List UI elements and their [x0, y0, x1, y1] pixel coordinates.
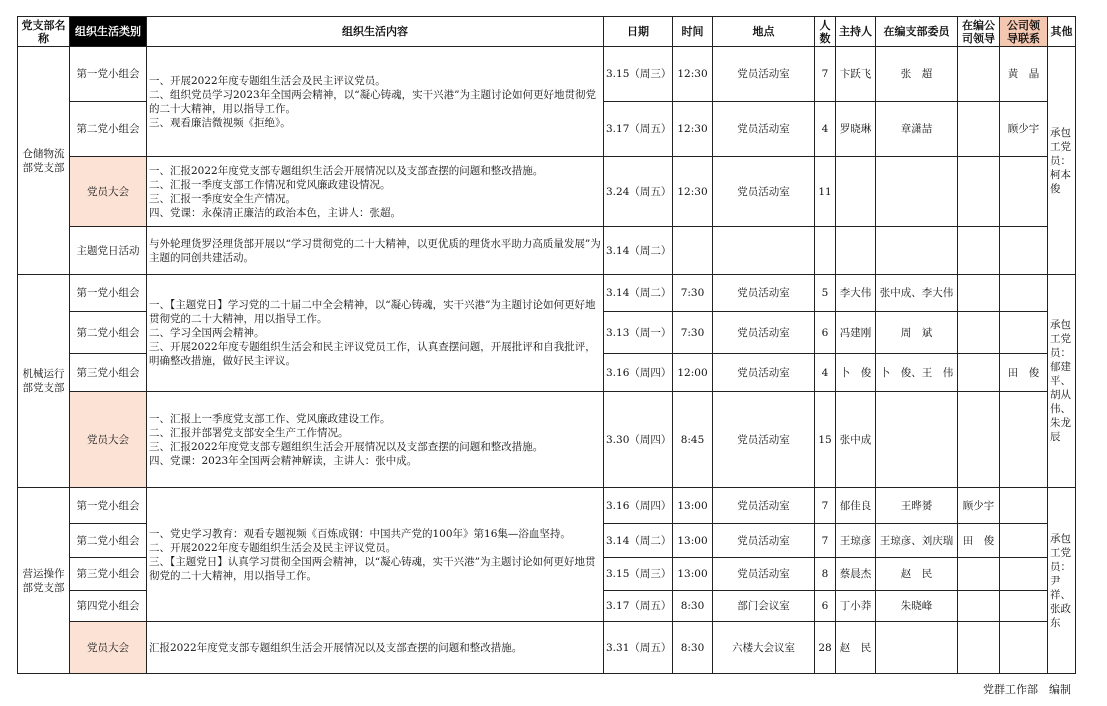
count-cell: 6	[815, 591, 836, 622]
company-leader-cell	[958, 558, 1000, 591]
header-count: 人数	[815, 17, 836, 47]
host-cell	[836, 157, 876, 227]
content-line: 三、【主题党日】认真学习贯彻全国两会精神，以“凝心铸魂，实干兴港”为主题讨论如何更好地贯彻党的二十大精神，用以指导工作。	[149, 555, 596, 582]
host-cell: 罗晓琳	[836, 102, 876, 157]
host-cell: 冯建刚	[836, 312, 876, 354]
count-cell: 4	[815, 354, 836, 392]
company-leader-cell	[958, 622, 1000, 674]
host-cell: 张中成	[836, 392, 876, 488]
count-cell: 7	[815, 488, 836, 524]
committee-cell: 周 斌	[876, 312, 958, 354]
liaison-cell: 田 俊	[1000, 354, 1048, 392]
time-cell: 8:30	[673, 591, 713, 622]
date-cell: 3.13（周一）	[604, 312, 673, 354]
place-cell: 党员活动室	[713, 275, 815, 312]
place-cell: 党员活动室	[713, 392, 815, 488]
header-liaison: 公司领导联系	[1000, 17, 1048, 47]
header-time: 时间	[673, 17, 713, 47]
liaison-cell	[1000, 275, 1048, 312]
category-cell: 第一党小组会	[70, 47, 147, 102]
count-cell: 8	[815, 558, 836, 591]
content-cell	[147, 47, 604, 157]
committee-cell: 王晔赟	[876, 488, 958, 524]
company-leader-cell	[958, 47, 1000, 102]
host-cell: 赵 民	[836, 622, 876, 674]
content-line: 二、组织党员学习2023年全国两会精神，以“凝心铸魂，实干兴港”为主题讨论如何更好地贯彻党的二十大精神，用以指导工作。	[149, 88, 596, 115]
count-cell: 6	[815, 312, 836, 354]
table-row	[18, 392, 1076, 488]
company-leader-cell	[958, 275, 1000, 312]
liaison-cell	[1000, 591, 1048, 622]
host-cell: 李大伟	[836, 275, 876, 312]
date-cell: 3.14（周二）	[604, 275, 673, 312]
liaison-cell: 顾少宇	[1000, 102, 1048, 157]
category-cell: 第三党小组会	[70, 354, 147, 392]
count-cell	[815, 227, 836, 275]
content-line: 二、开展2022年度专题组织生活会及民主评议党员。	[149, 541, 397, 554]
count-cell: 28	[815, 622, 836, 674]
time-cell: 13:00	[673, 488, 713, 524]
place-cell: 党员活动室	[713, 312, 815, 354]
time-cell: 8:45	[673, 392, 713, 488]
place-cell: 党员活动室	[713, 47, 815, 102]
host-cell	[836, 227, 876, 275]
date-cell: 3.30（周四）	[604, 392, 673, 488]
committee-cell	[876, 157, 958, 227]
place-cell: 党员活动室	[713, 157, 815, 227]
host-cell: 丁小莽	[836, 591, 876, 622]
date-cell: 3.16（周四）	[604, 354, 673, 392]
time-cell: 13:00	[673, 558, 713, 591]
content-line: 三、开展2022年度专题组织生活会和民主评议党员工作，认真查摆问题，开展批评和自我批评，明确整改措施，做好民主评议。	[149, 341, 596, 367]
committee-cell: 章潇喆	[876, 102, 958, 157]
header-category: 组织生活类别	[70, 17, 147, 47]
company-leader-cell	[958, 392, 1000, 488]
liaison-cell	[1000, 558, 1048, 591]
liaison-cell	[1000, 312, 1048, 354]
header-row	[18, 17, 1076, 47]
content-line: 一、党史学习教育：观看专题视频《百炼成钢：中国共产党的100年》第16集—浴血坚持。	[149, 527, 571, 540]
date-cell: 3.15（周三）	[604, 558, 673, 591]
content-line: 一、汇报上一季度党支部工作、党风廉政建设工作。	[149, 412, 391, 425]
content-line: 三、汇报2022年度党支部专题组织生活会开展情况以及支部查摆的问题和整改措施。	[149, 440, 544, 453]
committee-cell	[876, 227, 958, 275]
time-cell: 12:00	[673, 354, 713, 392]
category-cell: 党员大会	[70, 157, 147, 227]
table-row	[18, 488, 1076, 524]
place-cell: 党员活动室	[713, 488, 815, 524]
company-leader-cell	[958, 354, 1000, 392]
category-cell: 第二党小组会	[70, 524, 147, 558]
time-cell	[673, 227, 713, 275]
date-cell: 3.14（周二）	[604, 227, 673, 275]
footer-credit: 党群工作部 编制	[983, 683, 1071, 696]
branch-name: 仓储物流部党支部	[18, 47, 70, 275]
liaison-cell	[1000, 392, 1048, 488]
other-cell: 承包工党员：尹祥、张政东	[1048, 488, 1076, 674]
host-cell: 郁佳良	[836, 488, 876, 524]
count-cell: 7	[815, 524, 836, 558]
committee-cell	[876, 392, 958, 488]
committee-cell: 朱晓峰	[876, 591, 958, 622]
time-cell: 12:30	[673, 102, 713, 157]
content-line: 三、观看廉洁微视频《拒绝》。	[149, 116, 291, 129]
header-company-leader: 在编公司领导	[958, 17, 1000, 47]
category-cell: 第二党小组会	[70, 102, 147, 157]
place-cell: 党员活动室	[713, 558, 815, 591]
liaison-cell	[1000, 622, 1048, 674]
date-cell: 3.31（周五）	[604, 622, 673, 674]
committee-cell	[876, 622, 958, 674]
content-line: 与外轮理货罗泾理货部开展以“学习贯彻党的二十大精神，以更优质的理货水平助力高质量发展”为主题的同创共建活动。	[149, 237, 601, 264]
host-cell: 卞跃飞	[836, 47, 876, 102]
content-line: 四、党课：永葆清正廉洁的政治本色，主讲人：张超。	[149, 206, 401, 219]
content-line: 四、党课：2023年全国两会精神解读，主讲人：张中成。	[149, 454, 418, 467]
count-cell: 7	[815, 47, 836, 102]
table-row	[18, 157, 1076, 227]
content-line: 三、汇报一季度安全生产情况。	[149, 192, 296, 205]
time-cell: 7:30	[673, 275, 713, 312]
category-cell: 党员大会	[70, 622, 147, 674]
company-leader-cell	[958, 227, 1000, 275]
company-leader-cell: 顾少宇	[958, 488, 1000, 524]
header-place: 地点	[713, 17, 815, 47]
company-leader-cell	[958, 102, 1000, 157]
time-cell: 8:30	[673, 622, 713, 674]
header-committee: 在编支部委员	[876, 17, 958, 47]
branch-name: 机械运行部党支部	[18, 275, 70, 488]
other-cell: 承包工党员：柯本俊	[1048, 47, 1076, 275]
company-leader-cell: 田 俊	[958, 524, 1000, 558]
place-cell	[713, 227, 815, 275]
liaison-cell	[1000, 488, 1048, 524]
content-cell	[147, 622, 604, 674]
time-cell: 12:30	[673, 47, 713, 102]
category-cell: 第三党小组会	[70, 558, 147, 591]
date-cell: 3.14（周二）	[604, 524, 673, 558]
committee-cell: 王琼彦、刘庆瑞	[876, 524, 958, 558]
liaison-cell	[1000, 157, 1048, 227]
time-cell: 7:30	[673, 312, 713, 354]
place-cell: 党员活动室	[713, 524, 815, 558]
content-cell	[147, 227, 604, 275]
content-cell	[147, 157, 604, 227]
place-cell: 六楼大会议室	[713, 622, 815, 674]
content-line: 二、汇报并部署党支部安全生产工作情况。	[149, 426, 349, 439]
content-line: 一、汇报2022年度党支部专题组织生活会开展情况以及支部查摆的问题和整改措施。	[149, 164, 544, 177]
company-leader-cell	[958, 312, 1000, 354]
header-branch: 党支部名称	[18, 17, 70, 47]
content-line: 汇报2022年度党支部专题组织生活会开展情况以及支部查摆的问题和整改措施。	[149, 641, 523, 654]
table-row	[18, 47, 1076, 102]
table-row	[18, 227, 1076, 275]
liaison-cell: 黄 晶	[1000, 47, 1048, 102]
other-cell: 承包工党员：郁建平、胡从伟、朱龙辰	[1048, 275, 1076, 488]
committee-cell: 张 超	[876, 47, 958, 102]
content-line: 一、【主题党日】学习党的二十届二中全会精神，以“凝心铸魂，实干兴港”为主题讨论如何更好地贯彻党的二十大精神，用以指导工作。	[149, 299, 596, 325]
header-other: 其他	[1048, 17, 1076, 47]
committee-cell: 张中成、李大伟	[876, 275, 958, 312]
category-cell: 第一党小组会	[70, 488, 147, 524]
category-cell: 第二党小组会	[70, 312, 147, 354]
schedule-table	[17, 16, 1076, 674]
time-cell: 12:30	[673, 157, 713, 227]
content-cell	[147, 275, 604, 392]
content-line: 二、汇报一季度支部工作情况和党风廉政建设情况。	[149, 178, 391, 191]
host-cell: 蔡晨杰	[836, 558, 876, 591]
category-cell: 主题党日活动	[70, 227, 147, 275]
place-cell: 党员活动室	[713, 102, 815, 157]
content-cell	[147, 488, 604, 622]
category-cell: 第四党小组会	[70, 591, 147, 622]
header-content: 组织生活内容	[147, 17, 604, 47]
count-cell: 15	[815, 392, 836, 488]
committee-cell: 卜 俊、王 伟	[876, 354, 958, 392]
date-cell: 3.17（周五）	[604, 102, 673, 157]
content-cell	[147, 392, 604, 488]
header-date: 日期	[604, 17, 673, 47]
company-leader-cell	[958, 591, 1000, 622]
liaison-cell	[1000, 227, 1048, 275]
time-cell: 13:00	[673, 524, 713, 558]
table-row	[18, 622, 1076, 674]
date-cell: 3.24（周五）	[604, 157, 673, 227]
liaison-cell	[1000, 524, 1048, 558]
branch-name: 营运操作部党支部	[18, 488, 70, 674]
category-cell: 党员大会	[70, 392, 147, 488]
date-cell: 3.15（周三）	[604, 47, 673, 102]
header-host: 主持人	[836, 17, 876, 47]
host-cell: 卜 俊	[836, 354, 876, 392]
host-cell: 王琼彦	[836, 524, 876, 558]
category-cell: 第一党小组会	[70, 275, 147, 312]
place-cell: 党员活动室	[713, 354, 815, 392]
count-cell: 4	[815, 102, 836, 157]
place-cell: 部门会议室	[713, 591, 815, 622]
table-row	[18, 275, 1076, 312]
company-leader-cell	[958, 157, 1000, 227]
count-cell: 5	[815, 275, 836, 312]
content-line: 一、开展2022年度专题组生活会及民主评议党员。	[149, 74, 386, 87]
count-cell: 11	[815, 157, 836, 227]
date-cell: 3.16（周四）	[604, 488, 673, 524]
committee-cell: 赵 民	[876, 558, 958, 591]
content-line: 二、学习全国两会精神。	[149, 327, 265, 339]
date-cell: 3.17（周五）	[604, 591, 673, 622]
